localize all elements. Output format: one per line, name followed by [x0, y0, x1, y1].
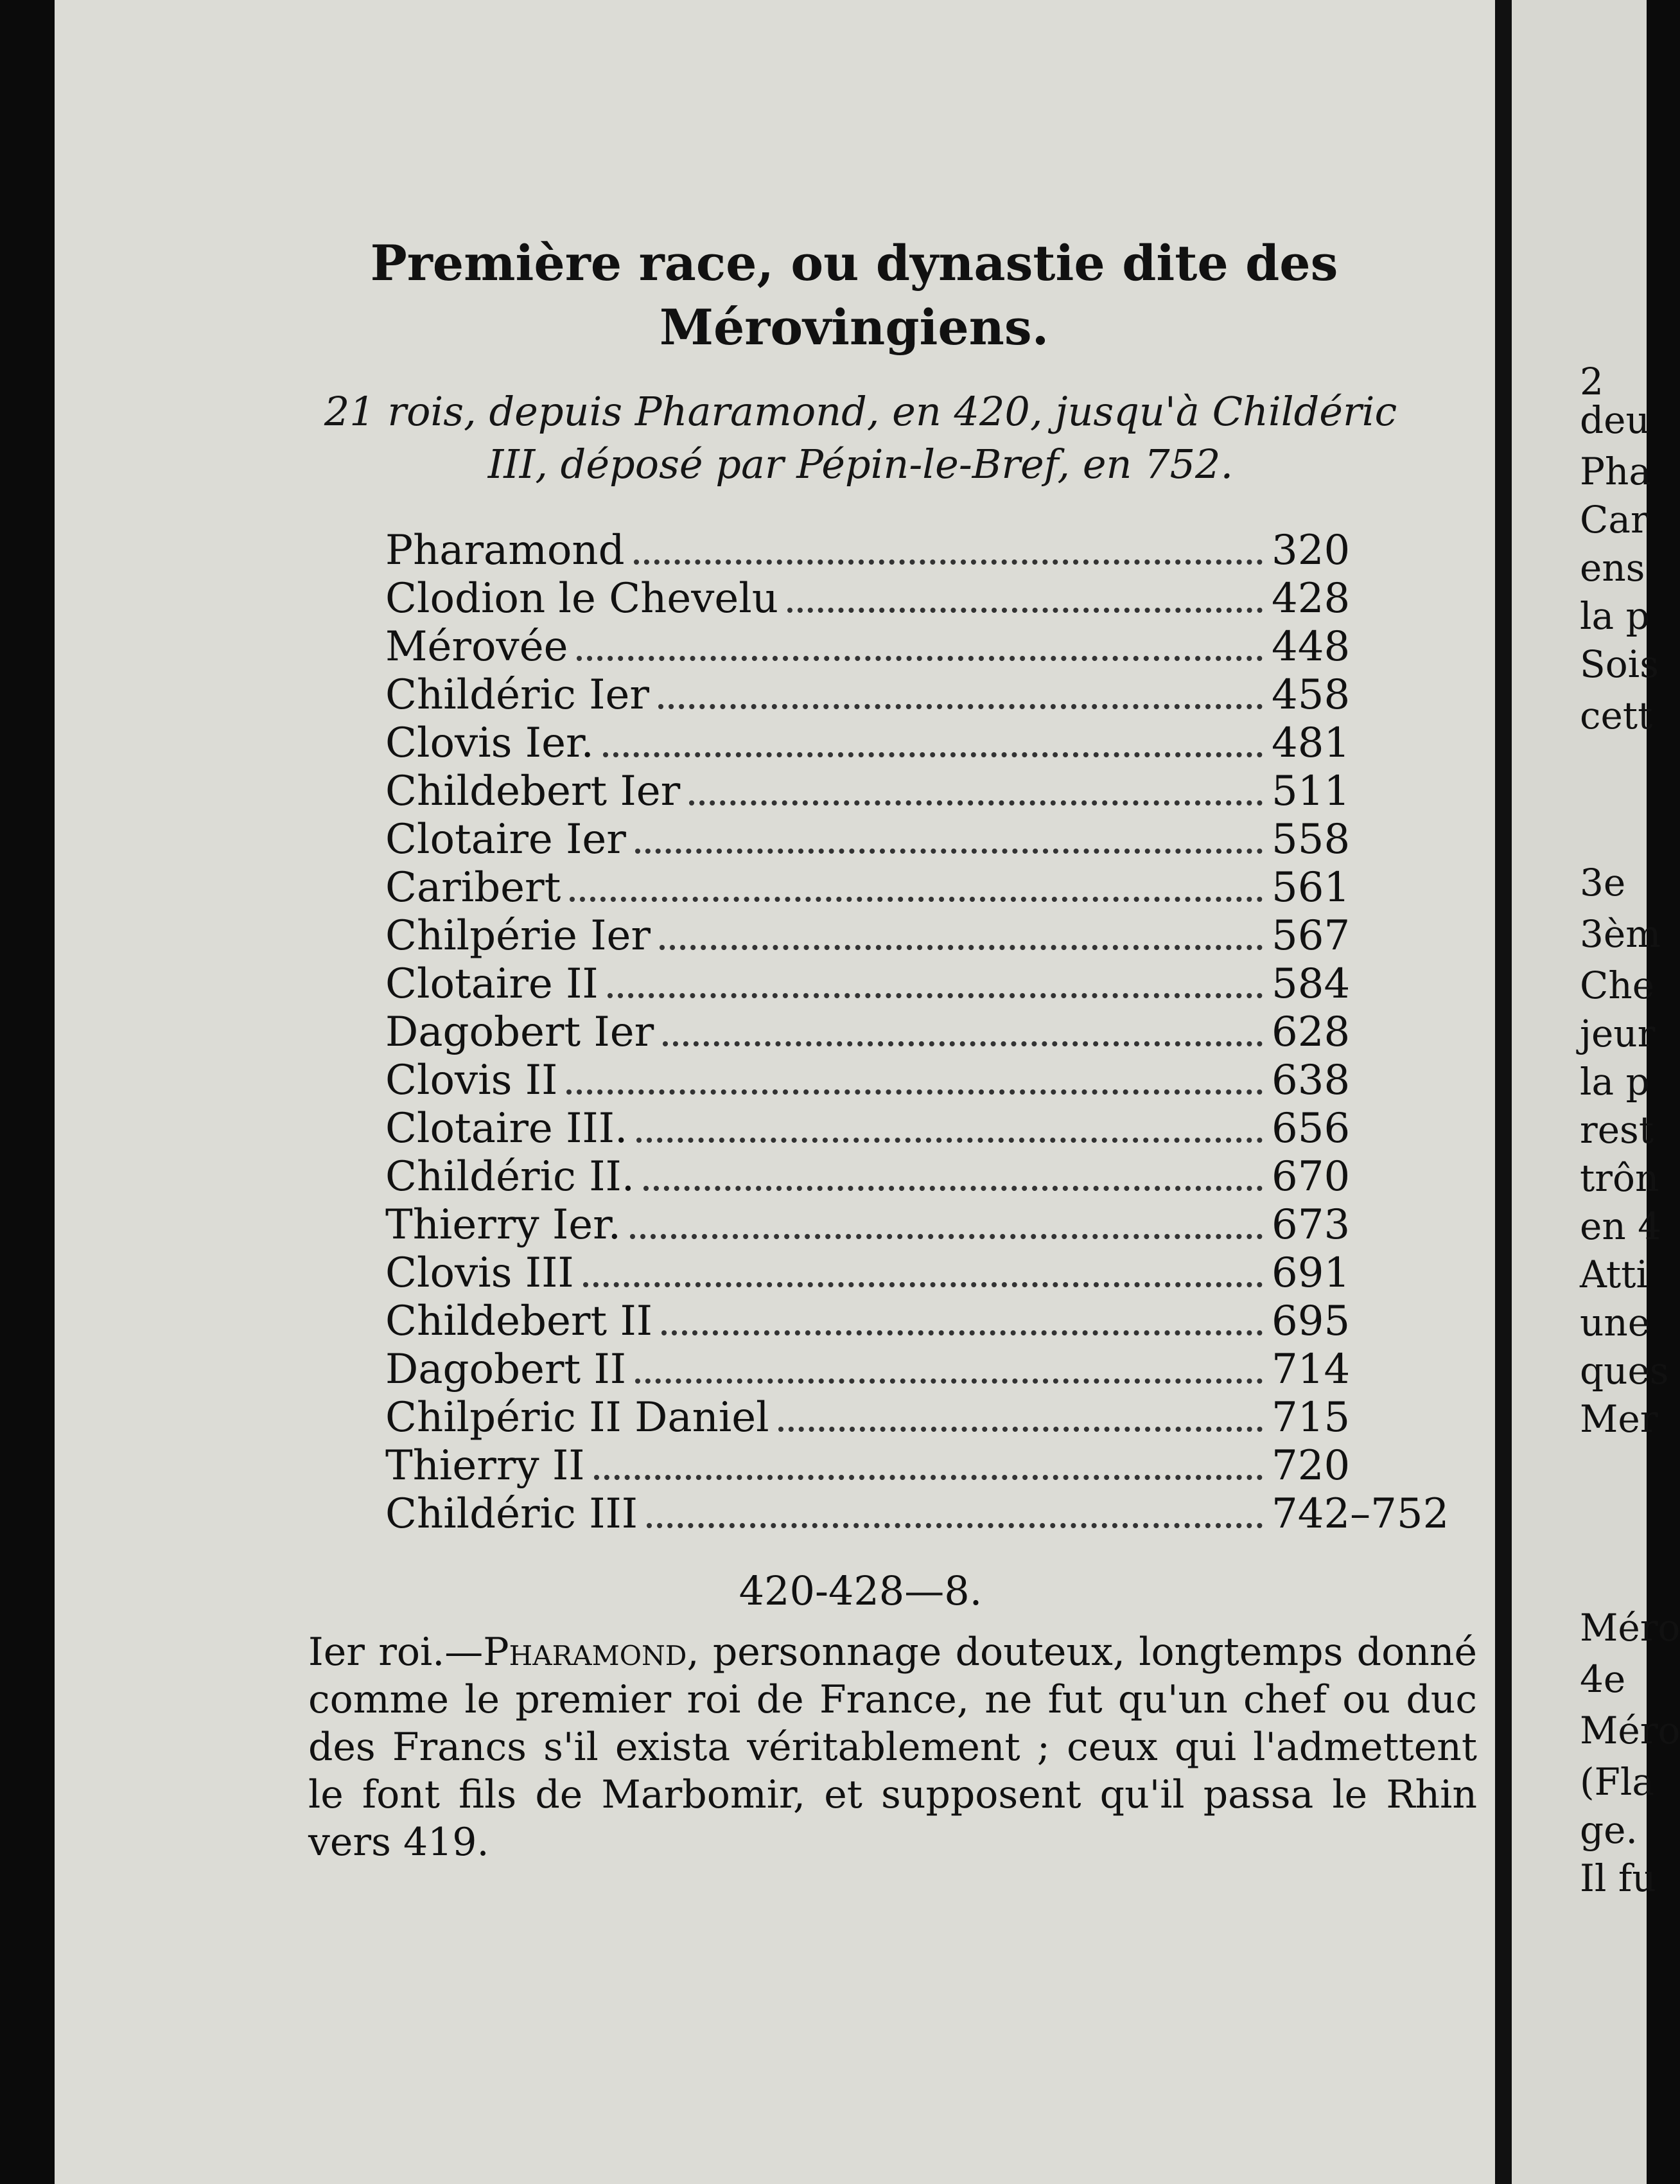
adjacent-page-fragment: 4e [1580, 1657, 1626, 1701]
king-year: 448 [1272, 623, 1351, 671]
king-name: Thierry II [385, 1442, 585, 1490]
dot-leader [570, 892, 1263, 902]
adjacent-page-fragment: rest [1580, 1108, 1654, 1152]
king-row [385, 1442, 1483, 1490]
adjacent-page-fragment: ens [1580, 546, 1645, 590]
dot-leader [634, 554, 1263, 565]
king-year: 691 [1272, 1249, 1351, 1297]
adjacent-page-fragment: 2 [1580, 360, 1604, 403]
king-year: 638 [1272, 1057, 1351, 1104]
king-row [385, 816, 1483, 864]
dot-leader [608, 988, 1263, 998]
paragraph-text: , personnage douteux, longtemps donné comme le premier roi de France, ne fut qu'un chef ou duc des Francs s'il exista véritablement ; ceux qui l'admettent le font fils de Marbomir, et supposent qu'il passa le Rhin vers 419. [308, 1630, 1478, 1865]
page-gutter [1495, 0, 1512, 2184]
dot-leader [583, 1277, 1263, 1287]
adjacent-page-fragment: en 4 [1580, 1204, 1662, 1248]
adjacent-page-fragment: Pha [1580, 450, 1651, 493]
dot-leader [643, 1181, 1263, 1191]
subtitle-line-2: III, déposé par Pépin-le-Bref, en 752. [487, 441, 1234, 488]
king-row [385, 1008, 1483, 1057]
king-name: Childéric Ier [385, 671, 649, 719]
king-row [385, 768, 1483, 816]
adjacent-page-fragment: la p [1580, 1060, 1650, 1104]
king-name: Childéric II. [385, 1153, 635, 1201]
king-row [385, 1346, 1483, 1394]
adjacent-page-fragment: une [1580, 1301, 1650, 1344]
adjacent-page-fragment: ge. [1580, 1808, 1638, 1852]
dot-leader [635, 1373, 1263, 1384]
king-name: Childebert Ier [385, 768, 681, 815]
king-row [385, 1057, 1483, 1105]
dot-leader [647, 1518, 1263, 1528]
king-row [385, 960, 1483, 1008]
king-name: Clovis Ier. [385, 719, 594, 767]
adjacent-page-fragment: la p [1580, 594, 1650, 638]
dot-leader [778, 1422, 1263, 1432]
king-year: 628 [1272, 1008, 1351, 1056]
king-row [385, 1490, 1483, 1538]
king-year: 584 [1272, 960, 1351, 1008]
adjacent-page-fragment: Il fu [1580, 1856, 1656, 1900]
adjacent-page-fragment: Sois [1580, 642, 1659, 686]
adjacent-page-fragment: ques [1580, 1349, 1669, 1393]
title-line-2: Mérovingiens. [659, 299, 1049, 356]
paragraph-king-name: Pharamond [483, 1630, 687, 1675]
kings-list [385, 527, 1483, 1538]
king-row [385, 864, 1483, 912]
king-year: 673 [1272, 1201, 1351, 1249]
subtitle-line-1: 21 rois, depuis Pharamond, en 420, jusqu'à Childéric [324, 388, 1397, 435]
adjacent-page-fragment: deu [1580, 398, 1650, 442]
king-name: Clovis II [385, 1057, 558, 1104]
king-year: 511 [1272, 768, 1351, 815]
king-row [385, 1201, 1483, 1249]
king-year: 558 [1272, 816, 1351, 863]
king-row [385, 1105, 1483, 1153]
dot-leader [787, 603, 1263, 613]
king-row [385, 1153, 1483, 1201]
king-row [385, 575, 1483, 623]
king-year: 714 [1272, 1346, 1351, 1393]
king-name: Caribert [385, 864, 561, 911]
king-name: Thierry Ier. [385, 1201, 621, 1249]
adjacent-page-fragment: Méro [1580, 1606, 1680, 1650]
dot-leader [636, 1132, 1263, 1143]
king-year: 742–752 [1272, 1490, 1449, 1538]
adjacent-page-fragment: Méro [1580, 1709, 1680, 1752]
king-name: Clotaire II [385, 960, 599, 1008]
adjacent-page-fragment: 3e [1580, 861, 1626, 904]
king-row [385, 623, 1483, 671]
dot-leader [577, 651, 1263, 661]
adjacent-page-fragment: Atti [1580, 1253, 1649, 1296]
adjacent-page-fragment: jeur [1580, 1012, 1656, 1055]
dot-leader [603, 747, 1263, 757]
adjacent-page-fragment: Car [1580, 498, 1649, 542]
king-year: 720 [1272, 1442, 1351, 1490]
king-name: Chilpéric II Daniel [385, 1394, 769, 1441]
section-title [302, 231, 1406, 360]
dot-leader [630, 1229, 1263, 1239]
section-subtitle [270, 385, 1451, 491]
king-row [385, 1249, 1483, 1298]
king-year: 481 [1272, 719, 1351, 767]
adjacent-page-fragment: cett [1580, 694, 1653, 737]
king-row [385, 719, 1483, 768]
king-name: Mérovée [385, 623, 568, 671]
paragraph-lead: Ier roi.— [308, 1630, 484, 1675]
title-line-1: Première race, ou dynastie dite des [370, 234, 1338, 292]
date-caption: 420-428—8. [739, 1567, 983, 1614]
king-year: 670 [1272, 1153, 1351, 1201]
king-year: 320 [1272, 527, 1351, 574]
adjacent-page-fragment: (Fla [1580, 1760, 1654, 1804]
king-name: Dagobert Ier [385, 1008, 654, 1056]
dot-leader [689, 795, 1263, 806]
dot-leader [658, 699, 1263, 709]
king-row [385, 527, 1483, 575]
king-year: 428 [1272, 575, 1351, 622]
king-year: 567 [1272, 912, 1351, 960]
king-row [385, 912, 1483, 960]
king-row [385, 671, 1483, 719]
king-year: 695 [1272, 1298, 1351, 1345]
body-paragraph [308, 1628, 1477, 1866]
king-year: 656 [1272, 1105, 1351, 1152]
king-name: Clotaire III. [385, 1105, 628, 1152]
adjacent-page-fragment: Mer [1580, 1397, 1658, 1441]
king-name: Pharamond [385, 527, 625, 574]
king-year: 458 [1272, 671, 1351, 719]
dot-leader [661, 1325, 1263, 1335]
king-row [385, 1394, 1483, 1442]
dot-leader [660, 940, 1263, 950]
dot-leader [663, 1036, 1263, 1046]
adjacent-page-fragment: Che [1580, 964, 1655, 1007]
king-name: Chilpérie Ier [385, 912, 651, 960]
king-name: Clodion le Chevelu [385, 575, 778, 622]
king-year: 715 [1272, 1394, 1351, 1441]
adjacent-page-fragment: 3èm [1580, 912, 1661, 956]
king-row [385, 1298, 1483, 1346]
king-name: Clotaire Ier [385, 816, 626, 863]
king-name: Childéric III [385, 1490, 638, 1538]
dot-leader [635, 843, 1263, 854]
king-name: Childebert II [385, 1298, 653, 1345]
dot-leader [566, 1084, 1263, 1095]
king-name: Clovis III [385, 1249, 574, 1297]
dot-leader [594, 1470, 1263, 1480]
king-name: Dagobert II [385, 1346, 627, 1393]
king-year: 561 [1272, 864, 1351, 911]
adjacent-page-fragment: trôn [1580, 1156, 1659, 1200]
